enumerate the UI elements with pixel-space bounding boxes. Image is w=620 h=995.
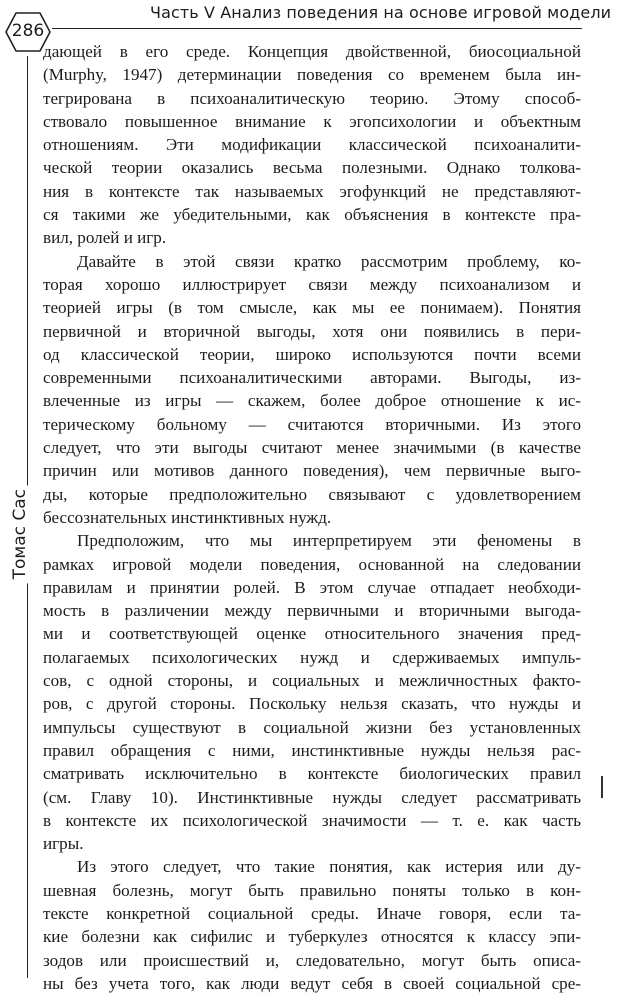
text-line: бессознательных инстинктивных нужд.: [43, 507, 332, 527]
text-line: зодов или происшествий и, следовательно, могут быть описа-: [43, 950, 581, 970]
text-line: рамках игровой модели поведения, основанной на следовании: [43, 554, 581, 574]
text-line: торая хорошо иллюстрирует связи между психоанализом и: [43, 274, 581, 294]
margin-mark: [601, 776, 603, 798]
text-line: Предположим, что мы интерпретируем эти феномены в: [77, 531, 581, 551]
text-line: тексте конкретной социальной среды. Иначе говоря, если та-: [43, 903, 581, 923]
text-line: сов, с одной стороны, и социальных и межличностных факто-: [43, 671, 581, 691]
text-line: (Murphy, 1947) детерминации поведения со временем была ин-: [43, 65, 581, 85]
text-line: ров, с другой стороны. Поскольку нельзя сказать, что нужды и: [43, 694, 581, 714]
text-line: ся такими же убедительными, как объяснения в контексте пра-: [43, 205, 581, 225]
text-line: (см. Главу 10). Инстинктивные нужды следует рассматривать: [43, 787, 581, 807]
author-side-label: Томас Сас: [10, 485, 30, 583]
text-line: ствовало повышенное внимание к эгопсихологии и объектным: [43, 111, 581, 131]
text-line: причин или мотивов данного поведения), чем первичные выго-: [43, 461, 581, 481]
running-title: Часть V Анализ поведения на основе игровой модели: [150, 3, 612, 22]
text-line: отношениям. Эти модификации классической психоаналити-: [43, 135, 581, 155]
body-text: [43, 40, 581, 995]
text-line: кие болезни как сифилис и туберкулез относятся к классу эпи-: [43, 927, 581, 947]
text-line: ческой теории оказались весьма полезными. Однако толкова-: [43, 158, 581, 178]
text-line: вил, ролей и игр.: [43, 228, 167, 248]
text-line: сматривать исключительно в контексте биологических правил: [43, 764, 581, 784]
text-line: современными психоаналитическими авторами. Выгоды, из-: [43, 368, 581, 388]
text-line: правил обращения с ними, инстинктивные нужды нельзя рас-: [43, 740, 581, 760]
text-line: шевная болезнь, могут быть правильно поняты только в кон-: [43, 880, 581, 900]
text-line: импульсы существуют в социальной жизни без установленных: [43, 717, 581, 737]
text-line: Давайте в этой связи кратко рассмотрим проблему, ко-: [77, 251, 581, 271]
text-line: од классической теории, широко используются почти всеми: [43, 344, 581, 364]
text-line: следует, что эти выгоды считают менее значимыми (в качестве: [43, 438, 581, 458]
text-line: правилам и принятии ролей. В этом случае отпадает необходи-: [43, 577, 581, 597]
text-line: Из этого следует, что такие понятия, как истерия или ду-: [77, 857, 581, 877]
text-line: игры.: [43, 834, 84, 854]
text-line: полагаемых психологических нужд и сдерживаемых импуль-: [43, 647, 581, 667]
header-rule: [52, 28, 582, 29]
text-line: ды, которые предположительно связывают с удовлетворением: [43, 484, 581, 504]
text-line: ны без учета того, как люди ведут себя в своей социальной сре-: [43, 973, 581, 993]
text-line: первичной и вторичной выгоды, хотя они появились в пери-: [43, 321, 581, 341]
page-number: 286: [11, 21, 45, 41]
text-line: мость в различении между первичными и вторичными выгода-: [43, 601, 581, 621]
text-line: теорией игры (в том смысле, как мы ее понимаем). Понятия: [43, 298, 581, 318]
text-line: тегрирована в психоаналитическую теорию. Этому способ-: [43, 88, 581, 108]
text-line: влеченные из игры — скажем, более доброе отношение к ис-: [43, 391, 581, 411]
text-line: ми и соответствующей оценке относительного значения пред-: [43, 624, 581, 644]
text-line: в контексте их психологической значимости — т. е. как часть: [43, 810, 581, 830]
text-line: дающей в его среде. Концепция двойственной, биосоциальной: [43, 42, 581, 61]
text-line: ния в контексте так называемых эгофункций не представляют-: [43, 181, 581, 201]
text-line: терическому больному — считаются вторичными. Из этого: [43, 414, 581, 434]
